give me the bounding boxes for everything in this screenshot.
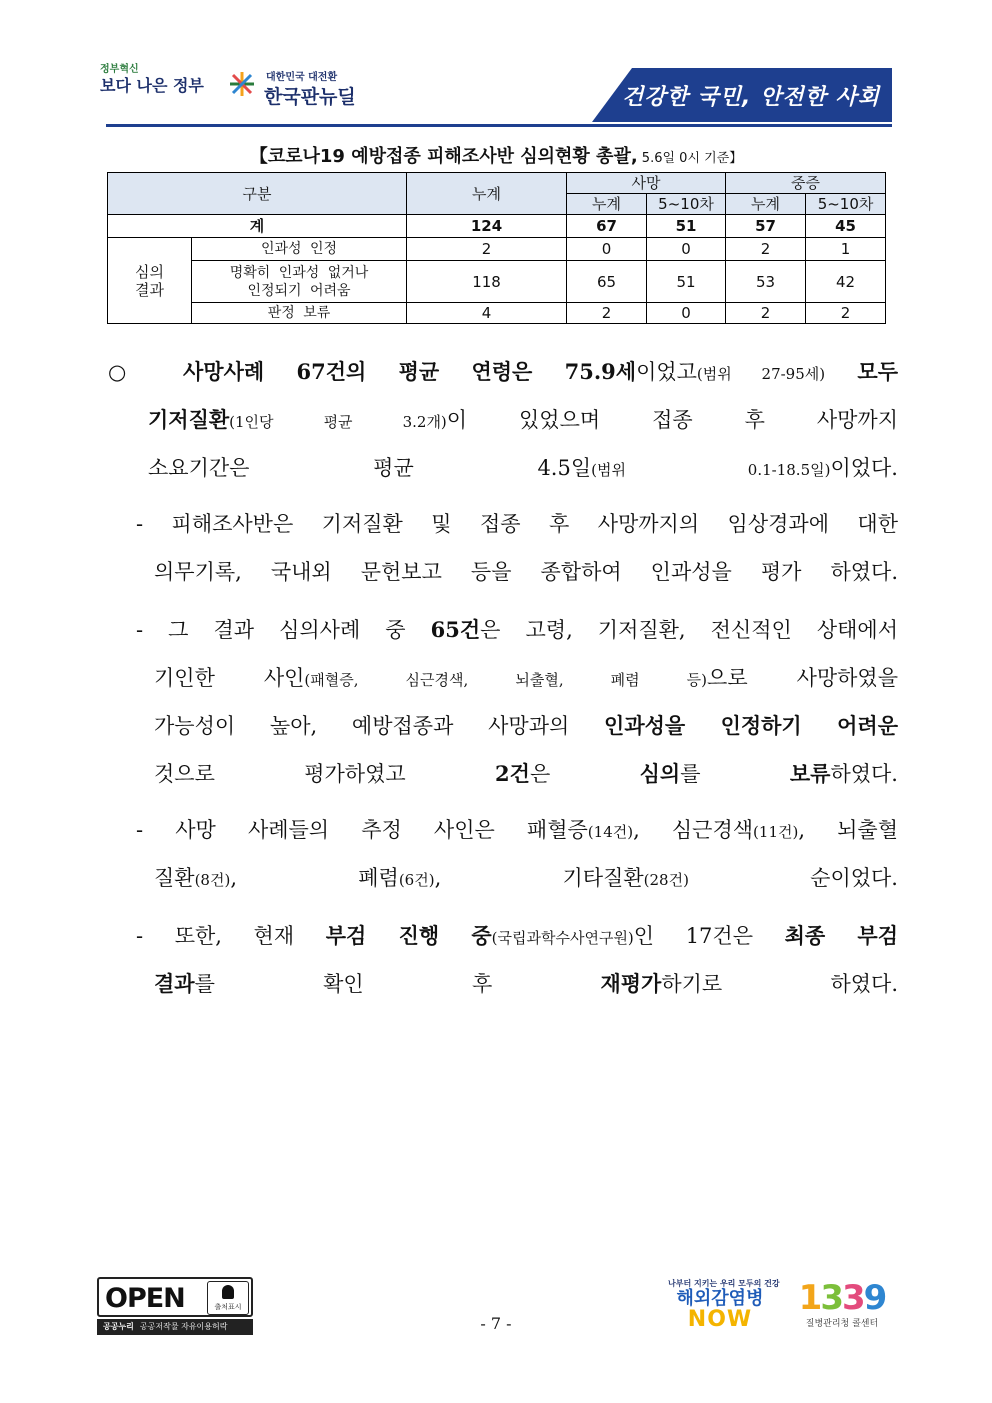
table-title-date: 5.6일 0시 기준】 (637, 151, 743, 166)
table-cell: 2 (567, 303, 647, 324)
row-label-causality-recognized: 인과성 인정 (192, 238, 407, 261)
table-cell: 1 (806, 238, 886, 261)
table-row (108, 261, 886, 303)
row-label-pending: 판정 보류 (192, 303, 407, 324)
header-category: 구분 (108, 173, 407, 215)
gov-innovation-logo (100, 64, 210, 114)
paragraph-death-cases-summary: ○ 사망사례 67건의 평균 연령은 75.9세이었고(범위 27-95세) 모두 기저질환(1인당 평균 3.2개)이 있었으며 접종 후 사망까지 소요기간은 평균 4.5일(범위 0.1-18.5일)이었다. (108, 359, 899, 480)
table-cell: 4 (407, 303, 567, 324)
gov-innovation-small-text: 정부혁신 (100, 64, 139, 75)
table-cell: 124 (407, 215, 567, 238)
table-cell: 51 (647, 215, 726, 238)
paragraph-estimated-causes: - 사망 사례들의 추정 사인은 패혈증(14건), 심근경색(11건), 뇌출혈 질환(8건), 폐렴(6건), 기타질환(28건) 순이었다. (136, 818, 898, 890)
header-divider (106, 124, 892, 127)
call-center-1339-logo: 1339 질병관리청 콜센터 (798, 1278, 886, 1329)
table-cell: 0 (647, 238, 726, 261)
table-cell: 118 (407, 261, 567, 303)
header-death-5-10: 5~10차 (647, 194, 726, 215)
table-cell: 0 (647, 303, 726, 324)
table-cell: 65 (567, 261, 647, 303)
table-cell: 2 (726, 303, 806, 324)
gov-innovation-big-text: 보다 나은 정부 (100, 76, 204, 95)
table-header-row-1 (108, 173, 886, 194)
total-label: 계 (108, 215, 407, 238)
paragraph-evaluation-method: - 피해조사반은 기저질환 및 접종 후 사망까지의 임상경과에 대한 의무기록, 국내외 문헌보고 등을 종합하여 인과성을 평가 하였다. (136, 512, 898, 584)
paragraph-autopsy: - 또한, 현재 부검 진행 중(국립과학수사연구원)인 17건은 최종 부검 결과를 확인 후 재평가하기로 하였다. (136, 923, 898, 996)
page-header (100, 58, 892, 128)
table-row (108, 303, 886, 324)
kogl-open-license-badge: OPEN 출처표시 공공누리 공공저작물 자유이용허락 (97, 1277, 253, 1335)
page-number: - 7 - (480, 1314, 512, 1333)
table-cell: 2 (407, 238, 567, 261)
table-title-main: 【코로나19 예방접종 피해조사반 심의현황 총괄, (249, 146, 638, 167)
header-total: 누계 (407, 173, 567, 215)
table-cell: 45 (806, 215, 886, 238)
person-icon (222, 1285, 234, 1299)
paragraph-evaluation-result: - 그 결과 심의사례 중 65건은 고령, 기저질환, 전신적인 상태에서 기인한 사인(패혈증, 심근경색, 뇌출혈, 폐렴 등)으로 사망하였을 가능성이 높아, 예방접종과 사망과의 인과성을 인정하기 어려운 것으로 평가하였고 2건은 심의를 보류하였다. (136, 617, 898, 786)
table-cell: 53 (726, 261, 806, 303)
header-death-total: 누계 (567, 194, 647, 215)
table-cell: 67 (567, 215, 647, 238)
table-row-total (108, 215, 886, 238)
review-status-table (107, 172, 886, 324)
new-deal-main-text: 한국판뉴딜 (264, 86, 356, 108)
slogan-text: 건강한 국민, 안전한 사회 (622, 85, 880, 110)
new-deal-sub-text: 대한민국 대전환 (266, 72, 338, 83)
new-deal-star-icon (228, 70, 256, 98)
table-cell: 0 (567, 238, 647, 261)
table-cell: 2 (806, 303, 886, 324)
overseas-infection-now-logo: 나부터 지키는 우리 모두의 건강 해외감염병 NOW (668, 1279, 780, 1332)
header-severe: 중증 (726, 173, 886, 194)
table-row (108, 238, 886, 261)
table-cell: 57 (726, 215, 806, 238)
bullet-circle-icon: ○ (108, 360, 152, 384)
attribution-badge: 출처표시 (207, 1281, 249, 1315)
header-death: 사망 (567, 173, 726, 194)
table-cell: 51 (647, 261, 726, 303)
header-severe-5-10: 5~10차 (806, 194, 886, 215)
table-cell: 42 (806, 261, 886, 303)
row-label-no-causality: 명확히 인과성 없거나 인정되기 어려움 (192, 261, 407, 303)
group-label: 심의 결과 (108, 238, 192, 324)
open-word: OPEN (105, 1283, 185, 1314)
slogan-banner (592, 68, 892, 122)
header-severe-total: 누계 (726, 194, 806, 215)
table-cell: 2 (726, 238, 806, 261)
table-title (0, 142, 992, 168)
